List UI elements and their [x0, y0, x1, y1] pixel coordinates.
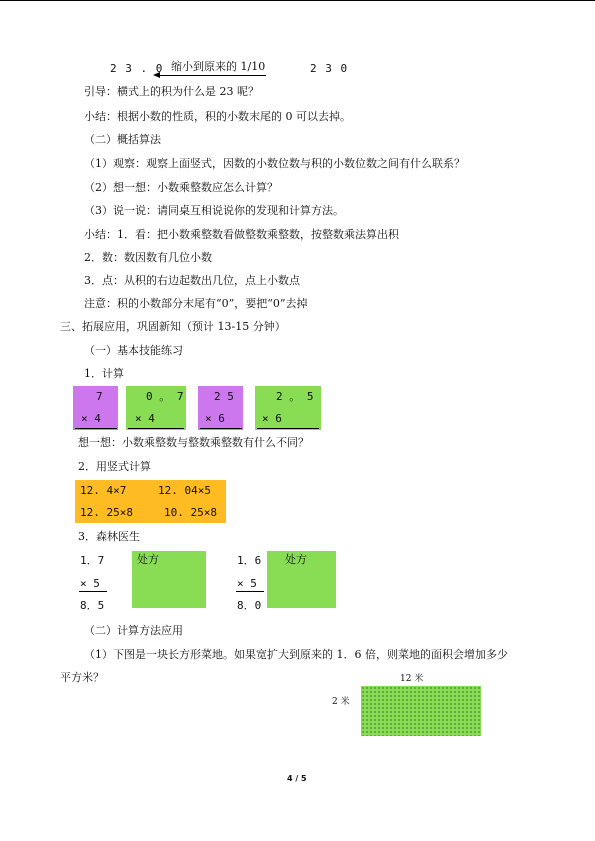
- point-step: 3．点：从积的右边起数出几位，点上小数点: [84, 274, 300, 287]
- doctor-2-result: 8．0: [237, 599, 262, 612]
- count-step: 2．数：数因数有几位小数: [84, 251, 212, 264]
- field-width-label: 2 米: [332, 697, 350, 707]
- calc-box-2-top: 0 。 7: [146, 390, 184, 403]
- doctor-1-underline: [79, 591, 107, 592]
- calc-box-3-underline: [200, 428, 242, 429]
- field-length-label: 12 米: [400, 674, 424, 684]
- think-text: （2）想一想：小数乘整数应怎么计算？: [84, 181, 278, 194]
- top-border: [0, 0, 595, 1]
- observe-text: （1）观察：观察上面竖式，因数的小数位数与积的小数位数之间有什么联系？: [84, 157, 465, 170]
- vertical-calc-item-2: 12. 04×5: [158, 484, 211, 497]
- right-expression: 2 3 0: [310, 62, 349, 75]
- say-text: （3）说一说：请同桌互相说说你的发现和计算方法。: [84, 204, 344, 217]
- note-text: 注意：积的小数部分末尾有“0”，要把“0”去掉: [84, 297, 308, 310]
- prescription-label-2: 处方: [285, 553, 307, 566]
- vertical-calc-item-3: 12. 25×8: [80, 506, 133, 519]
- calc-box-3-bottom: × 6: [205, 412, 225, 425]
- arrow-shaft: [158, 75, 266, 76]
- doctor-2-a: 1．6: [237, 554, 262, 567]
- calc-box-4-bottom: × 6: [262, 412, 282, 425]
- vertical-calc-item-1: 12. 4×7: [80, 484, 127, 497]
- doctor-1-result: 8．5: [80, 599, 105, 612]
- calc-box-1-underline: [75, 428, 117, 429]
- vertical-calc-item-4: 10. 25×8: [164, 506, 217, 519]
- calc-box-2-underline: [128, 428, 184, 429]
- section-heading-3: 三、拓展应用，巩固新知（预计 13-15 分钟）: [60, 320, 286, 333]
- section-heading-2: （二）概括算法: [84, 133, 161, 146]
- calc-box-2-bottom: × 4: [135, 412, 155, 425]
- calc-box-4-top: 2 。 5: [276, 390, 314, 403]
- doctor-title: 3．森林医生: [78, 530, 140, 543]
- method-heading: （二）计算方法应用: [84, 624, 183, 637]
- think-compare-text: 想一想：小数乘整数与整数乘整数有什么不同？: [78, 436, 309, 449]
- calc-box-1-bottom: × 4: [81, 412, 101, 425]
- doctor-1-a: 1．7: [80, 554, 105, 567]
- calc-box-3-top: 2 5: [214, 390, 234, 403]
- vegetable-field-rect: [361, 686, 481, 736]
- doctor-2-underline: [236, 591, 264, 592]
- doctor-2-b: × 5: [237, 577, 257, 590]
- page-number: 4 / 5: [287, 774, 307, 783]
- prescription-label-1: 处方: [137, 553, 159, 566]
- arrow-label: 缩小到原来的 1/10: [171, 60, 266, 73]
- calc-box-1-top: 7: [96, 390, 103, 403]
- left-arrow-icon: [153, 72, 160, 78]
- left-expression: 2 3 . 0: [110, 62, 164, 75]
- vertical-calc-title: 2．用竖式计算: [78, 460, 151, 473]
- summary-steps: 小结：1．看：把小数乘整数看做整数乘整数，按整数乘法算出积: [84, 228, 399, 241]
- calc-box-4-underline: [257, 428, 319, 429]
- calc-title: 1．计算: [84, 367, 124, 380]
- doctor-1-b: × 5: [80, 577, 100, 590]
- problem-line-2: 平方米？: [60, 671, 104, 684]
- basic-practice-heading: （一）基本技能练习: [84, 344, 183, 357]
- summary-text: 小结：根据小数的性质，积的小数末尾的 0 可以去掉。: [84, 110, 351, 123]
- problem-line-1: （1）下图是一块长方形菜地。如果宽扩大到原来的 1．6 倍，则菜地的面积会增加多少: [84, 648, 508, 661]
- guide-text: 引导：横式上的积为什么是 23 呢？: [84, 85, 259, 98]
